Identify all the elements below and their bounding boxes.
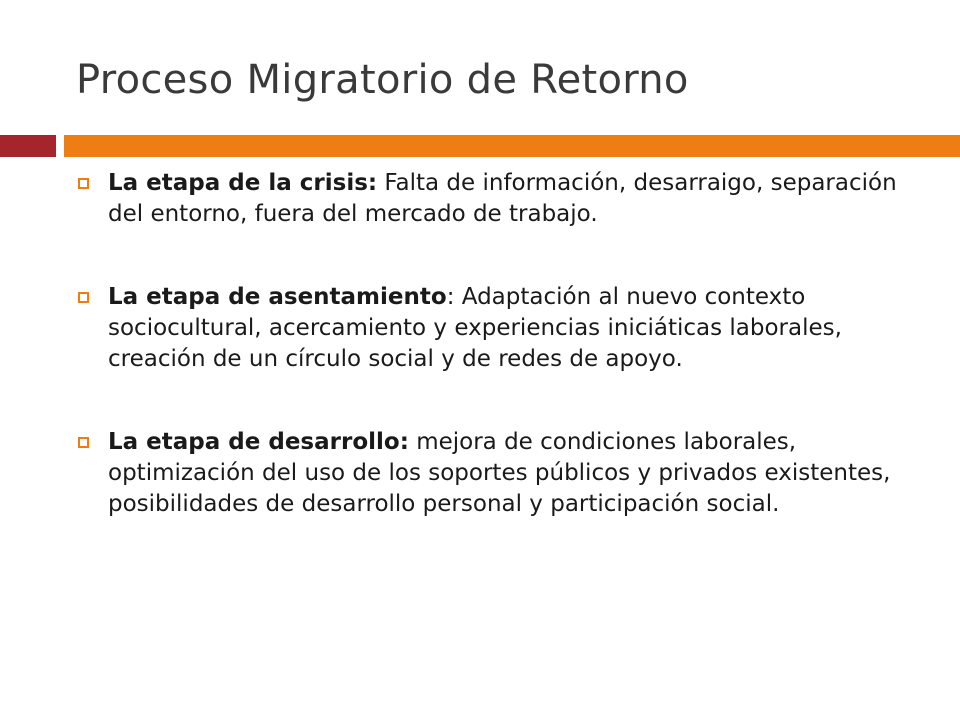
bullet-text: mejora de condiciones laborales, optimización del uso de los soportes públicos y privados existentes, posibilidades de desarrollo personal y participación social.	[108, 429, 891, 517]
square-bullet-icon	[78, 292, 89, 303]
square-bullet-icon	[78, 437, 89, 448]
bullet-lead: La etapa de desarrollo:	[108, 429, 409, 455]
square-bullet-icon	[78, 178, 89, 189]
bullet-item-desarrollo	[76, 427, 936, 520]
bullet-lead: La etapa de asentamiento	[108, 284, 447, 310]
title-accent-bar-orange	[64, 135, 960, 157]
bullet-item-crisis	[76, 168, 936, 230]
bullet-text: : Adaptación al nuevo contexto sociocultural, acercamiento y experiencias iniciáticas laborales, creación de un círculo social y de redes de apoyo.	[108, 284, 842, 372]
title-accent-bar-red	[0, 135, 56, 157]
bullet-lead: La etapa de la crisis:	[108, 170, 378, 196]
bullet-text: Falta de información, desarraigo, separación del entorno, fuera del mercado de trabajo.	[108, 170, 897, 227]
bullet-item-asentamiento	[76, 282, 936, 375]
bullet-list	[76, 168, 936, 520]
slide-title: Proceso Migratorio de Retorno	[76, 57, 689, 103]
